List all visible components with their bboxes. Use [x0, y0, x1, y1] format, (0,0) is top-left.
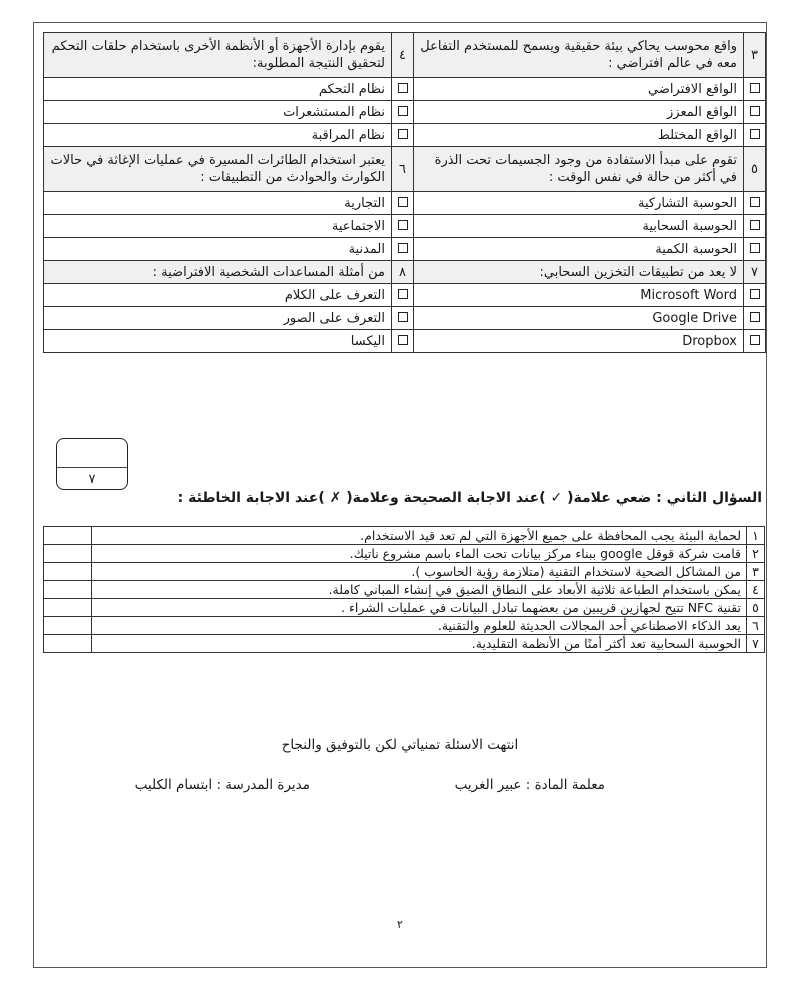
option-row — [44, 78, 766, 101]
statement-number: ٧ — [747, 635, 765, 653]
answer-checkbox[interactable] — [744, 192, 766, 215]
checkbox-icon — [750, 289, 760, 299]
question-row — [44, 33, 766, 78]
statement-row — [44, 617, 765, 635]
answer-checkbox[interactable] — [744, 284, 766, 307]
answer-cell[interactable] — [44, 563, 92, 581]
option-text: الحوسبة السحابية — [414, 215, 744, 238]
true-false-table — [43, 526, 765, 653]
option-text: اليكسا — [44, 330, 392, 353]
statement-row — [44, 545, 765, 563]
option-text: التعرف على الكلام — [44, 284, 392, 307]
question-text: لا يعد من تطبيقات التخزين السحابي: — [414, 261, 744, 284]
statement-text: من المشاكل الصحية لاستخدام التقنية (متلازمة رؤية الحاسوب ). — [92, 563, 747, 581]
statement-text: لحماية البيئة يجب المحافظة على جميع الأجهزة التي لم تعد قيد الاستخدام. — [92, 527, 747, 545]
question-number: ٥ — [744, 147, 766, 192]
question-row — [44, 147, 766, 192]
answer-cell[interactable] — [44, 635, 92, 653]
option-text: نظام المستشعرات — [44, 101, 392, 124]
answer-checkbox[interactable] — [392, 238, 414, 261]
principal-signature: مديرة المدرسة : ابتسام الكليب — [134, 777, 310, 793]
answer-cell[interactable] — [44, 599, 92, 617]
statement-number: ٣ — [747, 563, 765, 581]
option-row — [44, 215, 766, 238]
statement-row — [44, 599, 765, 617]
option-text: Dropbox — [414, 330, 744, 353]
checkbox-icon — [398, 220, 408, 230]
answer-checkbox[interactable] — [744, 101, 766, 124]
answer-checkbox[interactable] — [744, 124, 766, 147]
question-text: تقوم على مبدأ الاستفادة من وجود الجسيمات تحت الذرة في أكثر من حالة في نفس الوقت : — [414, 147, 744, 192]
answer-checkbox[interactable] — [392, 124, 414, 147]
option-text: الحوسبة التشاركية — [414, 192, 744, 215]
option-text: Microsoft Word — [414, 284, 744, 307]
checkbox-icon — [398, 335, 408, 345]
question-text: واقع محوسب يحاكي بيئة حقيقية ويسمح للمستخدم التفاعل معه في عالم افتراضي : — [414, 33, 744, 78]
statement-text: الحوسبة السحابية تعد أكثر أمنًا من الأنظمة التقليدية. — [92, 635, 747, 653]
option-row — [44, 307, 766, 330]
question-number: ٣ — [744, 33, 766, 78]
statement-number: ٢ — [747, 545, 765, 563]
score-value: ٧ — [88, 472, 96, 487]
answer-checkbox[interactable] — [744, 78, 766, 101]
answer-checkbox[interactable] — [744, 307, 766, 330]
checkbox-icon — [398, 197, 408, 207]
answer-checkbox[interactable] — [392, 330, 414, 353]
option-row — [44, 124, 766, 147]
question-text: من أمثلة المساعدات الشخصية الافتراضية : — [44, 261, 392, 284]
statement-text: يعد الذكاء الاصطناعي أحد المجالات الحديثة للعلوم والتقنية. — [92, 617, 747, 635]
teacher-signature: معلمة المادة : عبير الغريب — [454, 777, 605, 793]
option-text: Google Drive — [414, 307, 744, 330]
checkbox-icon — [750, 83, 760, 93]
checkbox-icon — [750, 197, 760, 207]
answer-cell[interactable] — [44, 545, 92, 563]
question-number: ٨ — [392, 261, 414, 284]
answer-checkbox[interactable] — [392, 307, 414, 330]
option-text: نظام التحكم — [44, 78, 392, 101]
answer-checkbox[interactable] — [744, 330, 766, 353]
option-text: الواقع المختلط — [414, 124, 744, 147]
checkbox-icon — [750, 106, 760, 116]
option-text: المدنية — [44, 238, 392, 261]
score-divider — [57, 467, 127, 468]
statement-number: ٦ — [747, 617, 765, 635]
checkbox-icon — [750, 129, 760, 139]
statement-row — [44, 581, 765, 599]
question-text: يعتبر استخدام الطائرات المسيرة في عمليات الإغاثة في حالات الكوارث والحوادث من التطبيقات : — [44, 147, 392, 192]
question-number: ٤ — [392, 33, 414, 78]
closing-message: انتهت الاسئلة تمنياتي لكن بالتوفيق والنجاح — [281, 737, 519, 753]
answer-checkbox[interactable] — [392, 284, 414, 307]
checkbox-icon — [750, 335, 760, 345]
answer-checkbox[interactable] — [744, 215, 766, 238]
statement-number: ١ — [747, 527, 765, 545]
statement-text: يمكن باستخدام الطباعة ثلاثية الأبعاد على النطاق الضيق في إنشاء المباني كاملة. — [92, 581, 747, 599]
statement-number: ٤ — [747, 581, 765, 599]
option-text: الواقع المعزز — [414, 101, 744, 124]
checkbox-icon — [398, 83, 408, 93]
checkbox-icon — [750, 220, 760, 230]
checkbox-icon — [750, 312, 760, 322]
option-text: نظام المراقبة — [44, 124, 392, 147]
score-box — [56, 438, 128, 490]
answer-checkbox[interactable] — [392, 215, 414, 238]
answer-checkbox[interactable] — [392, 101, 414, 124]
multiple-choice-table — [43, 32, 766, 353]
checkbox-icon — [398, 106, 408, 116]
answer-cell[interactable] — [44, 617, 92, 635]
option-text: الواقع الافتراضي — [414, 78, 744, 101]
statement-text: تقنية NFC تتيح لجهازين قريبين من بعضهما تبادل البيانات في عمليات الشراء . — [92, 599, 747, 617]
question-number: ٧ — [744, 261, 766, 284]
statement-row — [44, 563, 765, 581]
option-text: الحوسبة الكمية — [414, 238, 744, 261]
option-row — [44, 238, 766, 261]
answer-checkbox[interactable] — [744, 238, 766, 261]
question-text: يقوم بإدارة الأجهزة أو الأنظمة الأخرى باستخدام حلقات التحكم لتحقيق النتيجة المطلوبة: — [44, 33, 392, 78]
answer-cell[interactable] — [44, 527, 92, 545]
checkbox-icon — [750, 243, 760, 253]
question-2-title: السؤال الثاني : ضعي علامة( ✓ )عند الاجابة الصحيحة وعلامة( ✗ )عند الاجابة الخاطئة : — [177, 490, 762, 506]
option-row — [44, 101, 766, 124]
statement-number: ٥ — [747, 599, 765, 617]
option-row — [44, 330, 766, 353]
checkbox-icon — [398, 243, 408, 253]
checkbox-icon — [398, 129, 408, 139]
option-text: التجارية — [44, 192, 392, 215]
option-text: التعرف على الصور — [44, 307, 392, 330]
statement-row — [44, 635, 765, 653]
answer-checkbox[interactable] — [392, 192, 414, 215]
option-row — [44, 192, 766, 215]
checkbox-icon — [398, 289, 408, 299]
question-row — [44, 261, 766, 284]
page-number: ٢ — [397, 918, 403, 931]
answer-cell[interactable] — [44, 581, 92, 599]
option-row — [44, 284, 766, 307]
statement-text: قامت شركة قوقل google ببناء مركز بيانات تحت الماء باسم مشروع ناتيك. — [92, 545, 747, 563]
checkbox-icon — [398, 312, 408, 322]
option-text: الاجتماعية — [44, 215, 392, 238]
question-number: ٦ — [392, 147, 414, 192]
statement-row — [44, 527, 765, 545]
answer-checkbox[interactable] — [392, 78, 414, 101]
